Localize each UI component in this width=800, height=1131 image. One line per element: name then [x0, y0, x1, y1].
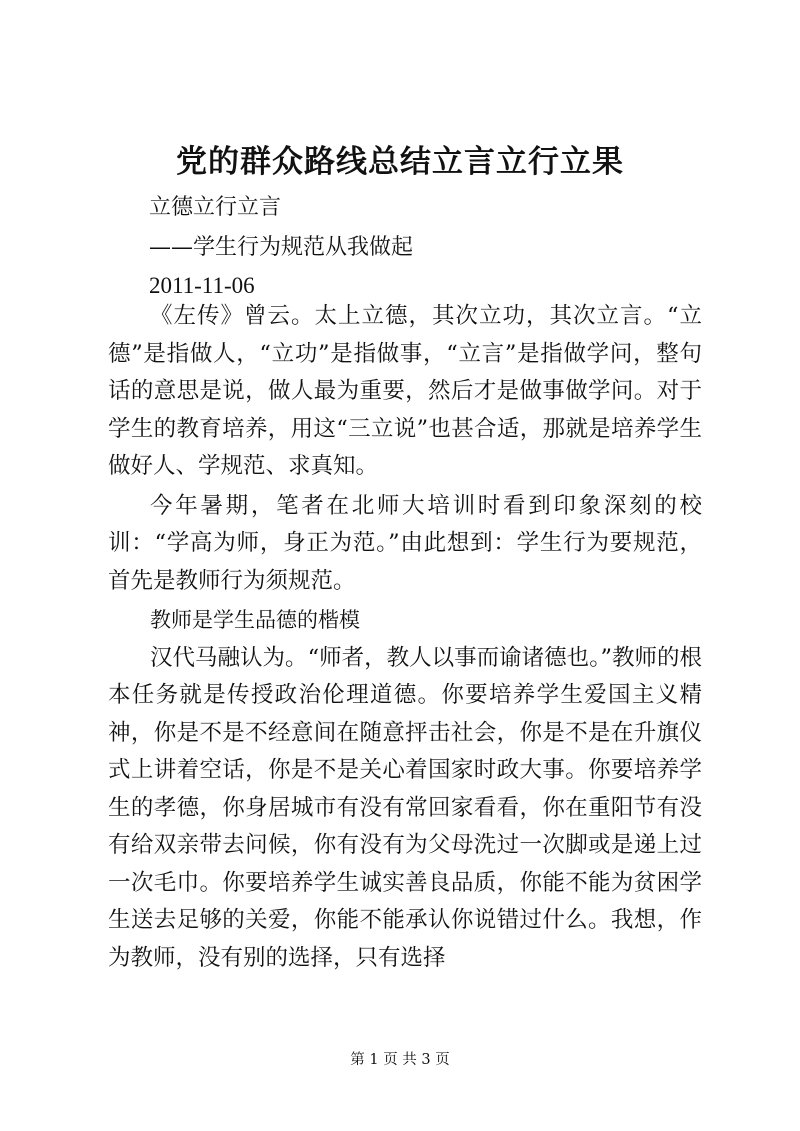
subtitle-line-1: 立德立行立言	[149, 195, 282, 220]
paragraph-3: 汉代马融认为。“师者，教人以事而谕诸德也。”教师的根本任务就是传授政治伦理道德。你要培养学生爱国主义精神，你是不是不经意间在随意抨击社会，你是不是在升旗仪式上讲着空话，你是不是关心着国家时政大事。你要培养学生的孝德，你身居城市有没有常回家看看，你在重阳节有没有给双亲带去问候，你有没有为父母洗过一次脚或是递上过一次毛巾。你要培养学生诚实善良品质，你能不能为贫困学生送去足够的关爱，你能不能承认你说错过什么。我想，作为教师，没有别的选择，只有选择	[108, 644, 702, 971]
page-footer: 第 1 页 共 3 页	[350, 1052, 450, 1068]
document-date: 2011-11-06	[149, 273, 255, 298]
document-body	[108, 298, 702, 977]
subtitle-line-2: ——学生行为规范从我做起	[149, 235, 414, 260]
paragraph-2: 今年暑期，笔者在北师大培训时看到印象深刻的校训：“学高为师，身正为范。”由此想到：学生行为要规范，首先是教师行为须规范。	[108, 492, 702, 594]
paragraph-1: 《左传》曾云。太上立德，其次立功，其次立言。“立德”是指做人，“立功”是指做事，“立言”是指做学问，整句话的意思是说，做人最为重要，然后才是做事做学问。对于学生的教育培养，用这“三立说”也甚合适，那就是培养学生做好人、学规范、求真知。	[108, 303, 702, 479]
section-heading: 教师是学生品德的楷模	[150, 608, 360, 632]
document-title: 党的群众路线总结立言立行立果	[176, 144, 624, 180]
